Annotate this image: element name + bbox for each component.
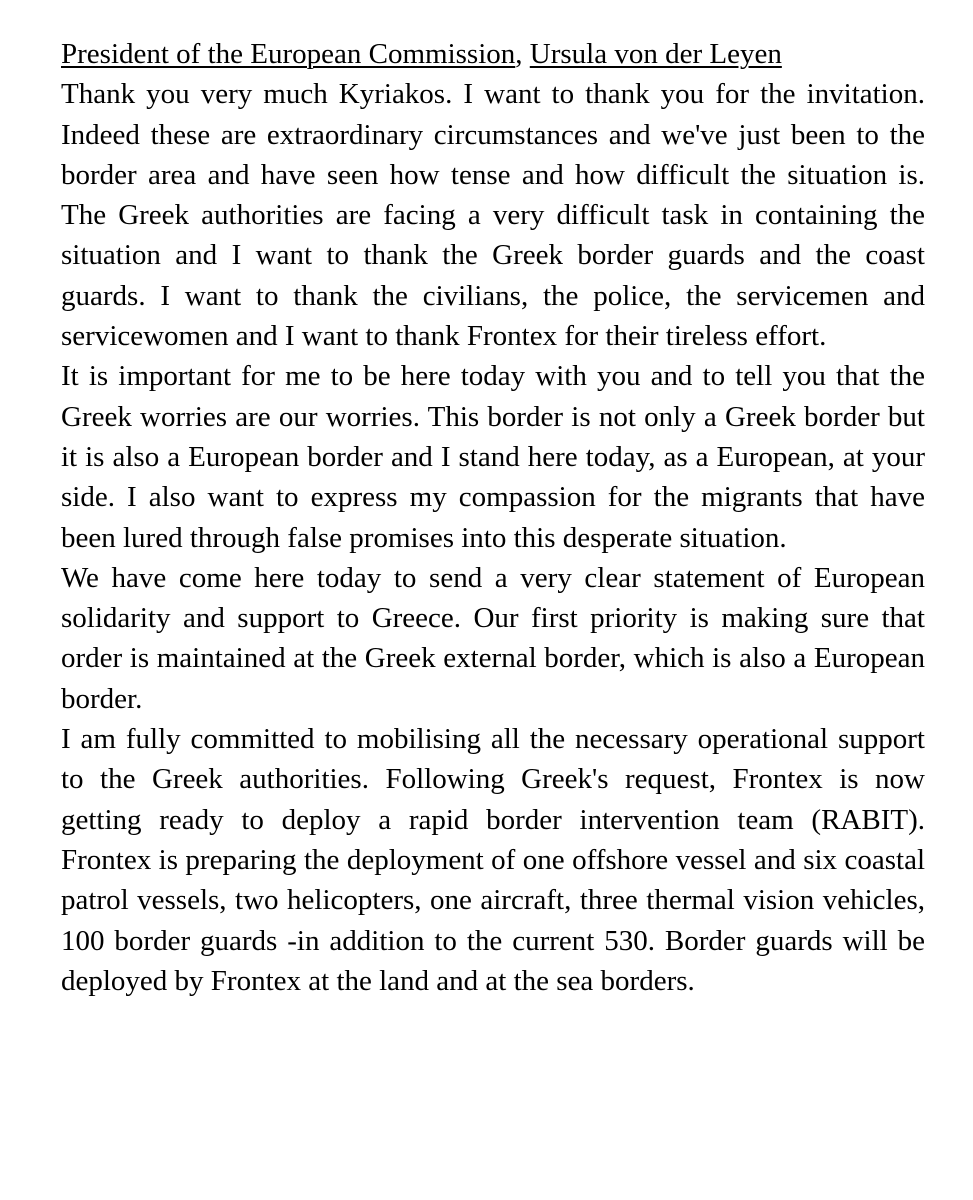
speaker-title: President of the European Commission xyxy=(61,38,516,70)
document-page xyxy=(61,34,925,1001)
speaker-heading xyxy=(61,34,925,74)
paragraph: We have come here today to send a very clear statement of European solidarity and support to Greece. Our first priority is making sure that order is maintained at the Greek external border, which is also a European border. xyxy=(61,561,925,715)
speaker-name: Ursula von der Leyen xyxy=(529,38,782,70)
paragraph: It is important for me to be here today with you and to tell you that the Greek worries are our worries. This border is not only a Greek border but it is also a European border and I stand here today, as a European, at your side. I also want to express my compassion for the migrants that have been lured through false promises into this desperate situation. xyxy=(61,360,925,554)
paragraph: Thank you very much Kyriakos. I want to thank you for the invitation. Indeed these are extraordinary circumstances and we've just been to the border area and have seen how tense and how difficult the situation is. The Greek authorities are facing a very difficult task in containing the situation and I want to thank the Greek border guards and the coast guards. I want to thank the civilians, the police, the servicemen and servicewomen and I want to thank Frontex for their tireless effort. xyxy=(61,78,925,353)
speaker-separator: , xyxy=(515,38,530,70)
paragraph: I am fully committed to mobilising all the necessary operational support to the Greek authorities. Following Greek's request, Frontex is now getting ready to deploy a rapid border intervention team (RABIT). Frontex is preparing the deployment of one offshore vessel and six coastal patrol vessels, two helicopters, one aircraft, three thermal vision vehicles, 100 border guards -in addition to the current 530. Border guards will be deployed by Frontex at the land and at the sea borders. xyxy=(61,723,925,997)
